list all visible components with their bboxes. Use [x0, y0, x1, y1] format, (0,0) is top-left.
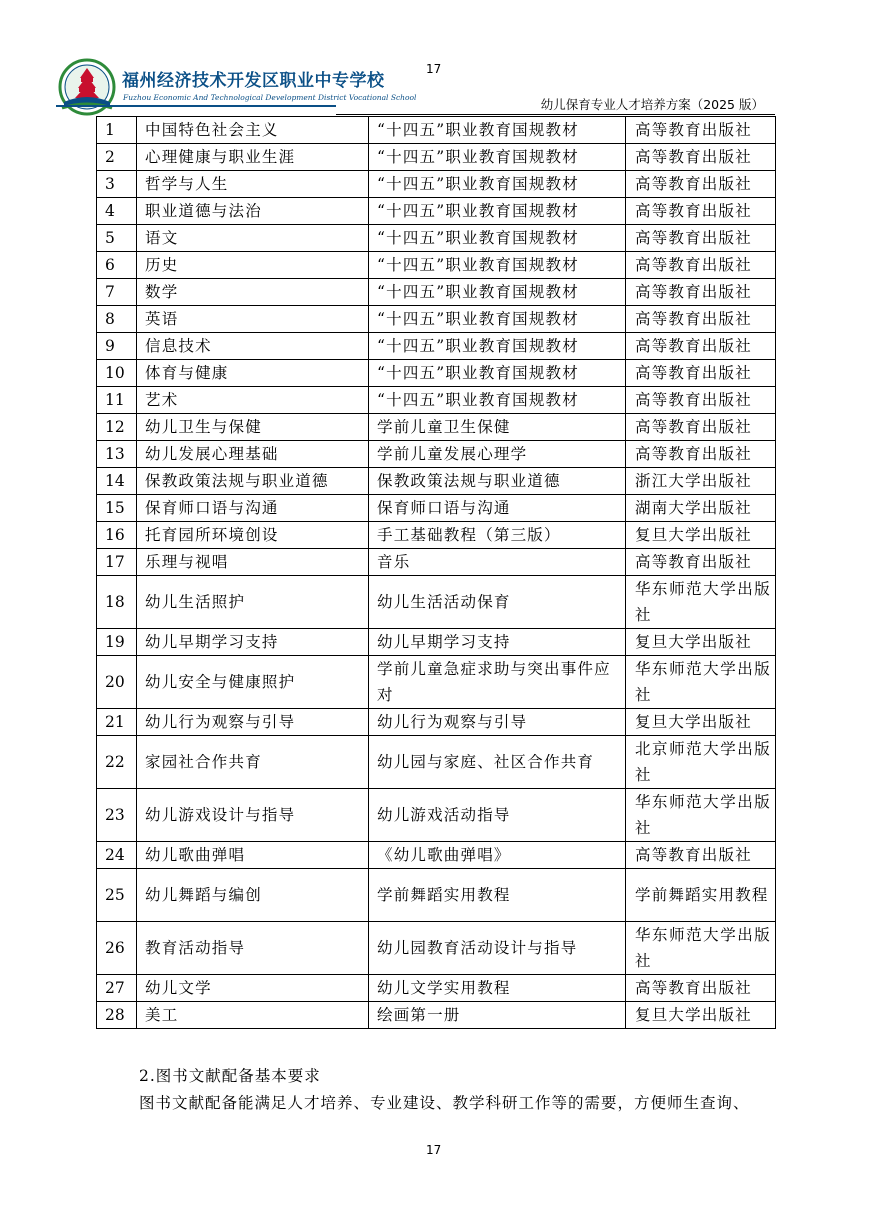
table-row [97, 414, 776, 441]
course-name: 哲学与人生 [137, 171, 369, 198]
textbook-name: “十四五”职业教育国规教材 [369, 279, 626, 306]
textbook-name: 《幼儿歌曲弹唱》 [369, 842, 626, 869]
textbook-name: “十四五”职业教育国规教材 [369, 171, 626, 198]
table-row [97, 736, 776, 789]
publisher-name: 高等教育出版社 [626, 975, 776, 1002]
course-name: 幼儿早期学习支持 [137, 629, 369, 656]
textbook-name: 音乐 [369, 549, 626, 576]
course-name: 幼儿文学 [137, 975, 369, 1002]
publisher-name: 复旦大学出版社 [626, 522, 776, 549]
course-name: 教育活动指导 [137, 922, 369, 975]
row-number: 22 [97, 736, 137, 789]
row-number: 19 [97, 629, 137, 656]
publisher-name: 华东师范大学出版社 [626, 922, 776, 975]
table-row [97, 144, 776, 171]
course-name: 幼儿游戏设计与指导 [137, 789, 369, 842]
textbook-name: “十四五”职业教育国规教材 [369, 360, 626, 387]
course-name: 幼儿卫生与保健 [137, 414, 369, 441]
textbook-name: “十四五”职业教育国规教材 [369, 306, 626, 333]
row-number: 1 [97, 117, 137, 144]
publisher-name: 高等教育出版社 [626, 252, 776, 279]
table-row [97, 333, 776, 360]
section-paragraph: 图书文献配备能满足人才培养、专业建设、教学科研工作等的需要，方便师生查询、 [139, 1094, 750, 1112]
row-number: 20 [97, 656, 137, 709]
course-name: 美工 [137, 1002, 369, 1029]
publisher-name: 复旦大学出版社 [626, 1002, 776, 1029]
table-row [97, 656, 776, 709]
course-name: 信息技术 [137, 333, 369, 360]
course-name: 中国特色社会主义 [137, 117, 369, 144]
row-number: 24 [97, 842, 137, 869]
textbook-name: 绘画第一册 [369, 1002, 626, 1029]
course-name: 保教政策法规与职业道德 [137, 468, 369, 495]
publisher-name: 高等教育出版社 [626, 306, 776, 333]
row-number: 17 [97, 549, 137, 576]
row-number: 28 [97, 1002, 137, 1029]
course-name: 幼儿发展心理基础 [137, 441, 369, 468]
page-number-top: 17 [426, 62, 442, 76]
course-name: 心理健康与职业生涯 [137, 144, 369, 171]
table-row [97, 387, 776, 414]
textbook-name: 幼儿园与家庭、社区合作共育 [369, 736, 626, 789]
textbook-name: 学前儿童卫生保健 [369, 414, 626, 441]
course-name: 数学 [137, 279, 369, 306]
course-name: 幼儿歌曲弹唱 [137, 842, 369, 869]
textbook-name: 保教政策法规与职业道德 [369, 468, 626, 495]
textbook-name: 幼儿文学实用教程 [369, 975, 626, 1002]
row-number: 9 [97, 333, 137, 360]
row-number: 3 [97, 171, 137, 198]
publisher-name: 复旦大学出版社 [626, 629, 776, 656]
publisher-name: 高等教育出版社 [626, 549, 776, 576]
textbook-name: 幼儿早期学习支持 [369, 629, 626, 656]
course-name: 乐理与视唱 [137, 549, 369, 576]
table-row [97, 171, 776, 198]
page-header [0, 0, 870, 120]
textbook-name: “十四五”职业教育国规教材 [369, 225, 626, 252]
publisher-name: 高等教育出版社 [626, 117, 776, 144]
course-name: 艺术 [137, 387, 369, 414]
publisher-name: 学前舞蹈实用教程 [626, 869, 776, 922]
textbook-table [96, 116, 776, 1029]
table-row [97, 975, 776, 1002]
textbook-name: 学前儿童急症求助与突出事件应对 [369, 656, 626, 709]
publisher-name: 浙江大学出版社 [626, 468, 776, 495]
row-number: 23 [97, 789, 137, 842]
row-number: 4 [97, 198, 137, 225]
table-row [97, 279, 776, 306]
table-row [97, 522, 776, 549]
school-logo-icon [54, 58, 120, 116]
course-name: 历史 [137, 252, 369, 279]
document-title: 幼儿保育专业人才培养方案（2025 版） [540, 97, 764, 112]
publisher-name: 北京师范大学出版社 [626, 736, 776, 789]
row-number: 7 [97, 279, 137, 306]
publisher-name: 高等教育出版社 [626, 198, 776, 225]
textbook-name: “十四五”职业教育国规教材 [369, 198, 626, 225]
textbook-name: 幼儿生活活动保育 [369, 576, 626, 629]
table-row [97, 789, 776, 842]
publisher-name: 华东师范大学出版社 [626, 789, 776, 842]
row-number: 10 [97, 360, 137, 387]
table-row [97, 225, 776, 252]
row-number: 21 [97, 709, 137, 736]
textbook-name: 幼儿游戏活动指导 [369, 789, 626, 842]
textbook-table-body [97, 117, 776, 1029]
publisher-name: 湖南大学出版社 [626, 495, 776, 522]
publisher-name: 华东师范大学出版社 [626, 656, 776, 709]
textbook-name: 保育师口语与沟通 [369, 495, 626, 522]
table-row [97, 441, 776, 468]
publisher-name: 高等教育出版社 [626, 144, 776, 171]
row-number: 5 [97, 225, 137, 252]
course-name: 语文 [137, 225, 369, 252]
row-number: 16 [97, 522, 137, 549]
row-number: 27 [97, 975, 137, 1002]
table-row [97, 252, 776, 279]
table-row [97, 629, 776, 656]
school-name-cn: 福州经济技术开发区职业中专学校 [122, 71, 385, 91]
table-row [97, 198, 776, 225]
textbook-name: “十四五”职业教育国规教材 [369, 387, 626, 414]
row-number: 18 [97, 576, 137, 629]
textbook-name: “十四五”职业教育国规教材 [369, 144, 626, 171]
section-heading: 2.图书文献配备基本要求 [139, 1067, 321, 1085]
course-name: 幼儿安全与健康照护 [137, 656, 369, 709]
publisher-name: 高等教育出版社 [626, 414, 776, 441]
header-rule [336, 114, 775, 115]
row-number: 12 [97, 414, 137, 441]
row-number: 6 [97, 252, 137, 279]
textbook-name: 学前舞蹈实用教程 [369, 869, 626, 922]
table-row [97, 576, 776, 629]
textbook-name: 幼儿园教育活动设计与指导 [369, 922, 626, 975]
table-row [97, 495, 776, 522]
table-row [97, 1002, 776, 1029]
publisher-name: 高等教育出版社 [626, 171, 776, 198]
row-number: 25 [97, 869, 137, 922]
row-number: 15 [97, 495, 137, 522]
course-name: 职业道德与法治 [137, 198, 369, 225]
course-name: 家园社合作共育 [137, 736, 369, 789]
publisher-name: 高等教育出版社 [626, 333, 776, 360]
textbook-name: “十四五”职业教育国规教材 [369, 252, 626, 279]
publisher-name: 高等教育出版社 [626, 387, 776, 414]
textbook-name: “十四五”职业教育国规教材 [369, 333, 626, 360]
publisher-name: 高等教育出版社 [626, 225, 776, 252]
table-row [97, 709, 776, 736]
textbook-name: “十四五”职业教育国规教材 [369, 117, 626, 144]
row-number: 13 [97, 441, 137, 468]
publisher-name: 高等教育出版社 [626, 279, 776, 306]
school-name-en: Fuzhou Economic And Technological Development District Vocational School [123, 93, 417, 102]
table-row [97, 468, 776, 495]
course-name: 幼儿行为观察与引导 [137, 709, 369, 736]
page-number-bottom: 17 [426, 1143, 442, 1157]
publisher-name: 高等教育出版社 [626, 360, 776, 387]
publisher-name: 高等教育出版社 [626, 842, 776, 869]
course-name: 托育园所环境创设 [137, 522, 369, 549]
publisher-name: 华东师范大学出版社 [626, 576, 776, 629]
publisher-name: 复旦大学出版社 [626, 709, 776, 736]
table-row [97, 360, 776, 387]
publisher-name: 高等教育出版社 [626, 441, 776, 468]
row-number: 14 [97, 468, 137, 495]
logo-underline [56, 105, 336, 107]
table-row [97, 869, 776, 922]
textbook-name: 学前儿童发展心理学 [369, 441, 626, 468]
course-name: 保育师口语与沟通 [137, 495, 369, 522]
table-row [97, 842, 776, 869]
table-row [97, 549, 776, 576]
course-name: 英语 [137, 306, 369, 333]
table-row [97, 922, 776, 975]
course-name: 体育与健康 [137, 360, 369, 387]
table-row [97, 306, 776, 333]
row-number: 11 [97, 387, 137, 414]
row-number: 2 [97, 144, 137, 171]
row-number: 8 [97, 306, 137, 333]
row-number: 26 [97, 922, 137, 975]
table-row [97, 117, 776, 144]
course-name: 幼儿生活照护 [137, 576, 369, 629]
textbook-name: 幼儿行为观察与引导 [369, 709, 626, 736]
course-name: 幼儿舞蹈与编创 [137, 869, 369, 922]
textbook-name: 手工基础教程（第三版） [369, 522, 626, 549]
